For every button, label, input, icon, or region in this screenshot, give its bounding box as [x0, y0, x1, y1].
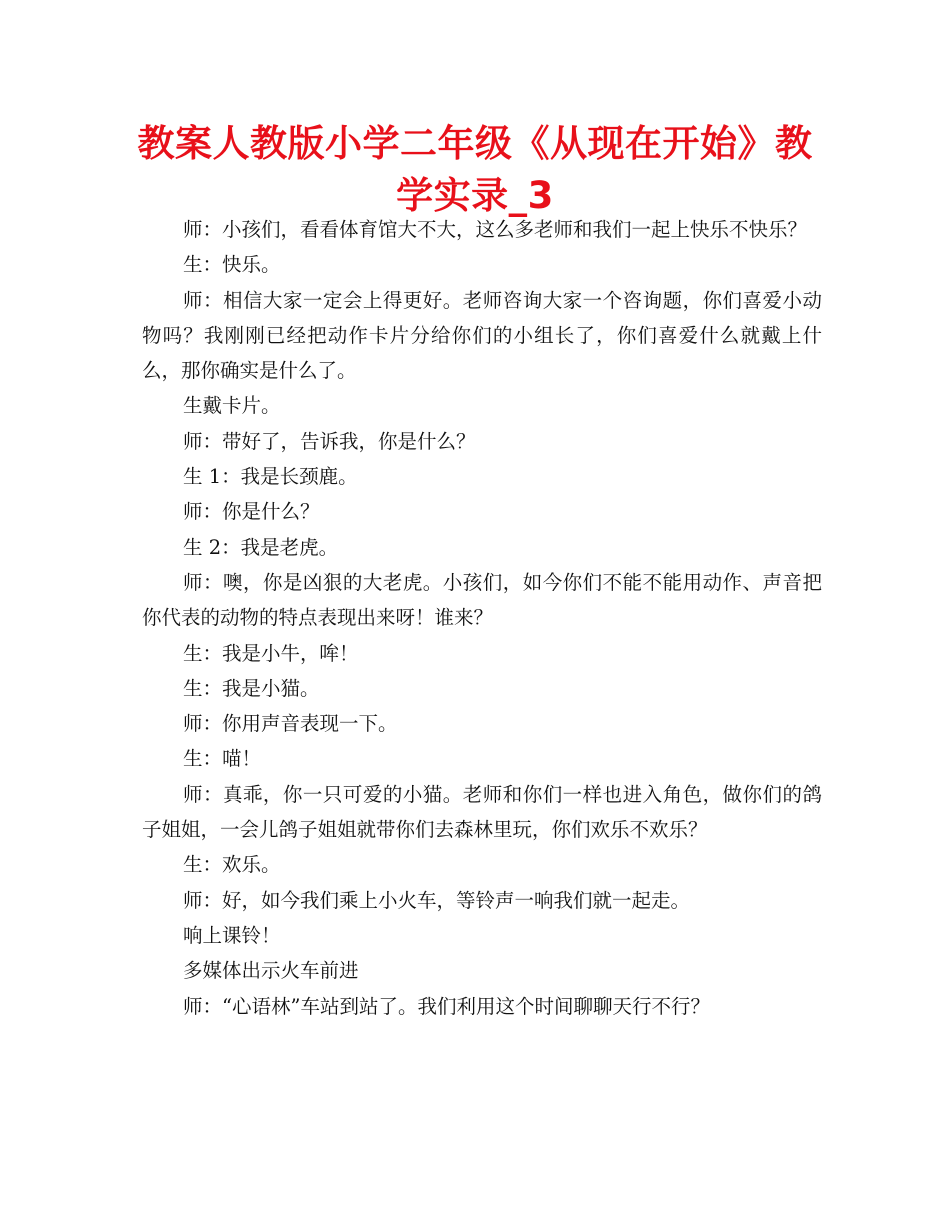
- paragraph: 生：快乐。: [183, 253, 281, 277]
- paragraph: 师：真乖，你一只可爱的小猫。老师和你们一样也进入角色，做你们的鸽子姐姐，一会儿鸽子姐姐就带你们去森林里玩，你们欢乐不欢乐？: [142, 782, 822, 842]
- paragraph: 生戴卡片。: [183, 394, 281, 418]
- paragraph: 师：“心语林”车站到站了。我们利用这个时间聊聊天行不行？: [183, 994, 710, 1018]
- paragraph: 生：我是小牛，哞！: [183, 641, 359, 665]
- paragraph: 生：我是小猫。: [183, 676, 320, 700]
- paragraph: 师：相信大家一定会上得更好。老师咨询大家一个咨询题，你们喜爱小动物吗？我刚刚已经把动作卡片分给你们的小组长了，你们喜爱什么就戴上什么，那你确实是什么了。: [142, 288, 822, 383]
- paragraph: 师：噢，你是凶狠的大老虎。小孩们，如今你们不能不能用动作、声音把你代表的动物的特点表现出来呀！谁来？: [142, 570, 822, 630]
- paragraph: 响上课铃！: [183, 923, 281, 947]
- paragraph: 生 1：我是长颈鹿。: [183, 465, 358, 489]
- paragraph: 师：好，如今我们乘上小火车，等铃声一响我们就一起走。: [183, 888, 691, 912]
- paragraph: 生：喵！: [183, 747, 262, 771]
- document-body: [142, 212, 822, 1024]
- paragraph: 师：小孩们，看看体育馆大不大，这么多老师和我们一起上快乐不快乐？: [183, 218, 808, 241]
- paragraph: 多媒体出示火车前进: [183, 959, 359, 983]
- paragraph: 生 2：我是老虎。: [183, 535, 339, 559]
- document-title: 教案人教版小学二年级《从现在开始》教学实录_3: [137, 122, 813, 217]
- paragraph: 师：你是什么？: [183, 500, 320, 524]
- paragraph: 生：欢乐。: [183, 853, 281, 877]
- paragraph: 师：带好了，告诉我，你是什么？: [183, 429, 476, 453]
- paragraph: 师：你用声音表现一下。: [183, 712, 398, 736]
